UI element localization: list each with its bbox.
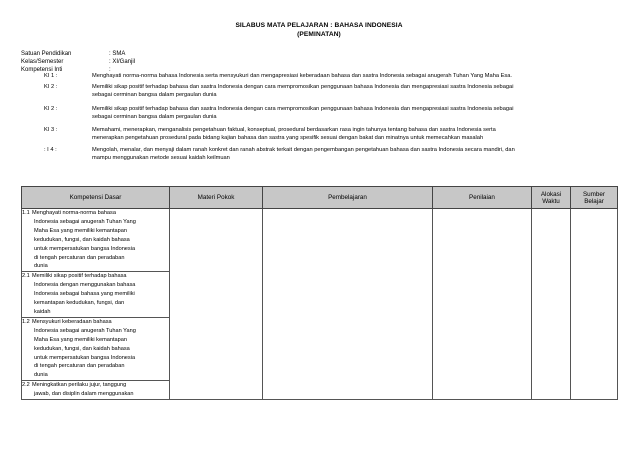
kd-line: kemantapan kedudukan, fungsi, dan — [34, 300, 125, 307]
kd-text: Menghayati norma-norma bahasa — [32, 210, 116, 216]
ki-text — [92, 147, 620, 162]
satuan-row — [21, 50, 125, 58]
kd-number: 2.2 — [22, 382, 30, 389]
kelas-value: : XI/Ganjil — [109, 59, 136, 65]
ki-line: sebagai cerminan bangsa dalam pergaulan dunia — [92, 113, 217, 120]
kd-text: Meningkatkan perilaku jujur, tanggung — [32, 382, 127, 389]
kd-line: Maha Esa yang memiliki kemantapan — [34, 336, 127, 343]
kd-text: Memiliki sikap positif terhadap bahasa — [32, 273, 127, 280]
alokasi-cell — [532, 209, 571, 400]
kd-number: 1.2 — [22, 318, 30, 325]
kd-line: untuk mempersatukan bangsa Indonesia — [34, 354, 136, 361]
sumber-cell — [571, 209, 618, 400]
header-kompetensi-dasar: Kompetensi Dasar — [22, 187, 170, 209]
ki-line: sebagai cerminan bangsa dalam pergaulan dunia — [92, 91, 217, 98]
syllabus-table — [21, 186, 618, 400]
ki-label: : I 4 : — [44, 147, 57, 153]
kd-line: kedudukan, fungsi, dan kaidah bahasa — [34, 236, 130, 243]
kd-line: dunia — [34, 263, 48, 270]
ki-line: Menghayati norma-norma bahasa Indonesia serta mensyukuri dan mengapresiasi keberadaan bahasa dan sastra Indonesia sebagai anugerah Tuhan Yang Maha Esa. — [92, 73, 512, 79]
header-materi-pokok: Materi Pokok — [170, 187, 263, 209]
kompetensi-cell — [22, 209, 170, 272]
kelas-row — [21, 58, 135, 66]
kd-line: Indonesia sebagai anugerah Tuhan Yang — [34, 218, 136, 225]
table-row — [22, 209, 618, 272]
ki-line: Memiliki sikap positif terhadap bahasa dan sastra Indonesia dengan cara mempromosikan penggunaan bahasa Indonesia dan mengapresiasi sastra Indonesia sebagai — [92, 84, 514, 90]
satuan-label: Satuan Pendidikan — [21, 51, 72, 57]
ki-label: KI 3 : — [44, 127, 58, 133]
kompetensi-cell — [22, 381, 170, 400]
kompetensi-label: Kompetensi Inti — [21, 67, 63, 73]
ki-text — [92, 84, 620, 99]
ki-text — [92, 106, 620, 121]
ki-label: KI 2 : — [44, 84, 58, 90]
kd-line: Maha Esa yang memiliki kemantapan — [34, 227, 127, 234]
kd-line: di tengah percaturan dan peradaban — [34, 363, 125, 370]
kd-line: jawab, dan disiplin dalam menggunakan — [34, 391, 134, 398]
ki-label: KI 2 : — [44, 106, 58, 112]
kd-line: Indonesia sebagai bahasa yang memiliki — [34, 291, 135, 298]
pembelajaran-cell — [263, 209, 433, 400]
kd-line: Indonesia sebagai anugerah Tuhan Yang — [34, 327, 136, 334]
kompetensi-cell — [22, 272, 170, 318]
ki-line: Memahami, menerapkan, menganalisis pengetahuan faktual, konseptual, prosedural berdasarkan rasa ingin tahunya tentang bahasa dan sastra Indonesia serta — [92, 127, 496, 133]
ki-line: menerapkan pengetahuan prosedural pada bidang kajian bahasa dan sastra yang spesifik sesuai dengan bakat dan minatnya untuk memecahkan masalah — [92, 134, 484, 141]
kd-line: kedudukan, fungsi, dan kaidah bahasa — [34, 345, 130, 352]
header-alokasi-waktu — [532, 187, 571, 209]
header-pembelajaran: Pembelajaran — [263, 187, 433, 209]
satuan-value: : SMA — [109, 51, 126, 57]
document-subtitle: (PEMINATAN) — [297, 31, 341, 38]
header-sumber-belajar: Sumber Belajar — [571, 187, 618, 209]
kd-line: Indonesia dengan menggunakan bahasa — [34, 282, 136, 289]
kd-line: dunia — [34, 372, 48, 379]
kd-number: 2.1 — [22, 273, 30, 280]
ki-text — [92, 73, 620, 81]
kd-line: di tengah percaturan dan peradaban — [34, 254, 125, 261]
header-penilaian: Penilaian — [433, 187, 532, 209]
kd-number: 1.1 — [22, 210, 30, 216]
document-title: SILABUS MATA PELAJARAN : BAHASA INDONESIA — [235, 22, 403, 29]
kd-line: untuk mempersatukan bangsa Indonesia — [34, 245, 136, 252]
ki-label: KI 1 : — [44, 73, 58, 79]
ki-line: Memiliki sikap positif terhadap bahasa dan sastra Indonesia dengan cara mempromosikan penggunaan bahasa Indonesia dan mengapresiasi sastra Indonesia sebagai — [92, 106, 514, 112]
materi-cell — [170, 209, 263, 400]
kompetensi-cell — [22, 317, 170, 380]
ki-line: Mengolah, menalar, dan menyaji dalam ranah konkret dan ranah abstrak terkait dengan pengembangan pengetahuan bahasa dan sastra Indonesia secara mandiri, dan — [92, 147, 515, 153]
ki-line: mampu menggunakan metode sesuai kaidah keilmuan — [92, 154, 230, 161]
table-header-row — [22, 187, 618, 209]
kd-line: kaidah — [34, 308, 51, 315]
kd-text: Mensyukuri keberadaan bahasa — [32, 318, 112, 325]
penilaian-cell — [433, 209, 532, 400]
ki-text — [92, 127, 620, 142]
header-alokasi-line: Waktu — [542, 197, 560, 205]
kompetensi-value: : — [109, 67, 111, 73]
kelas-label: Kelas/Semester — [21, 59, 64, 65]
header-alokasi-line: Alokasi — [540, 190, 562, 198]
